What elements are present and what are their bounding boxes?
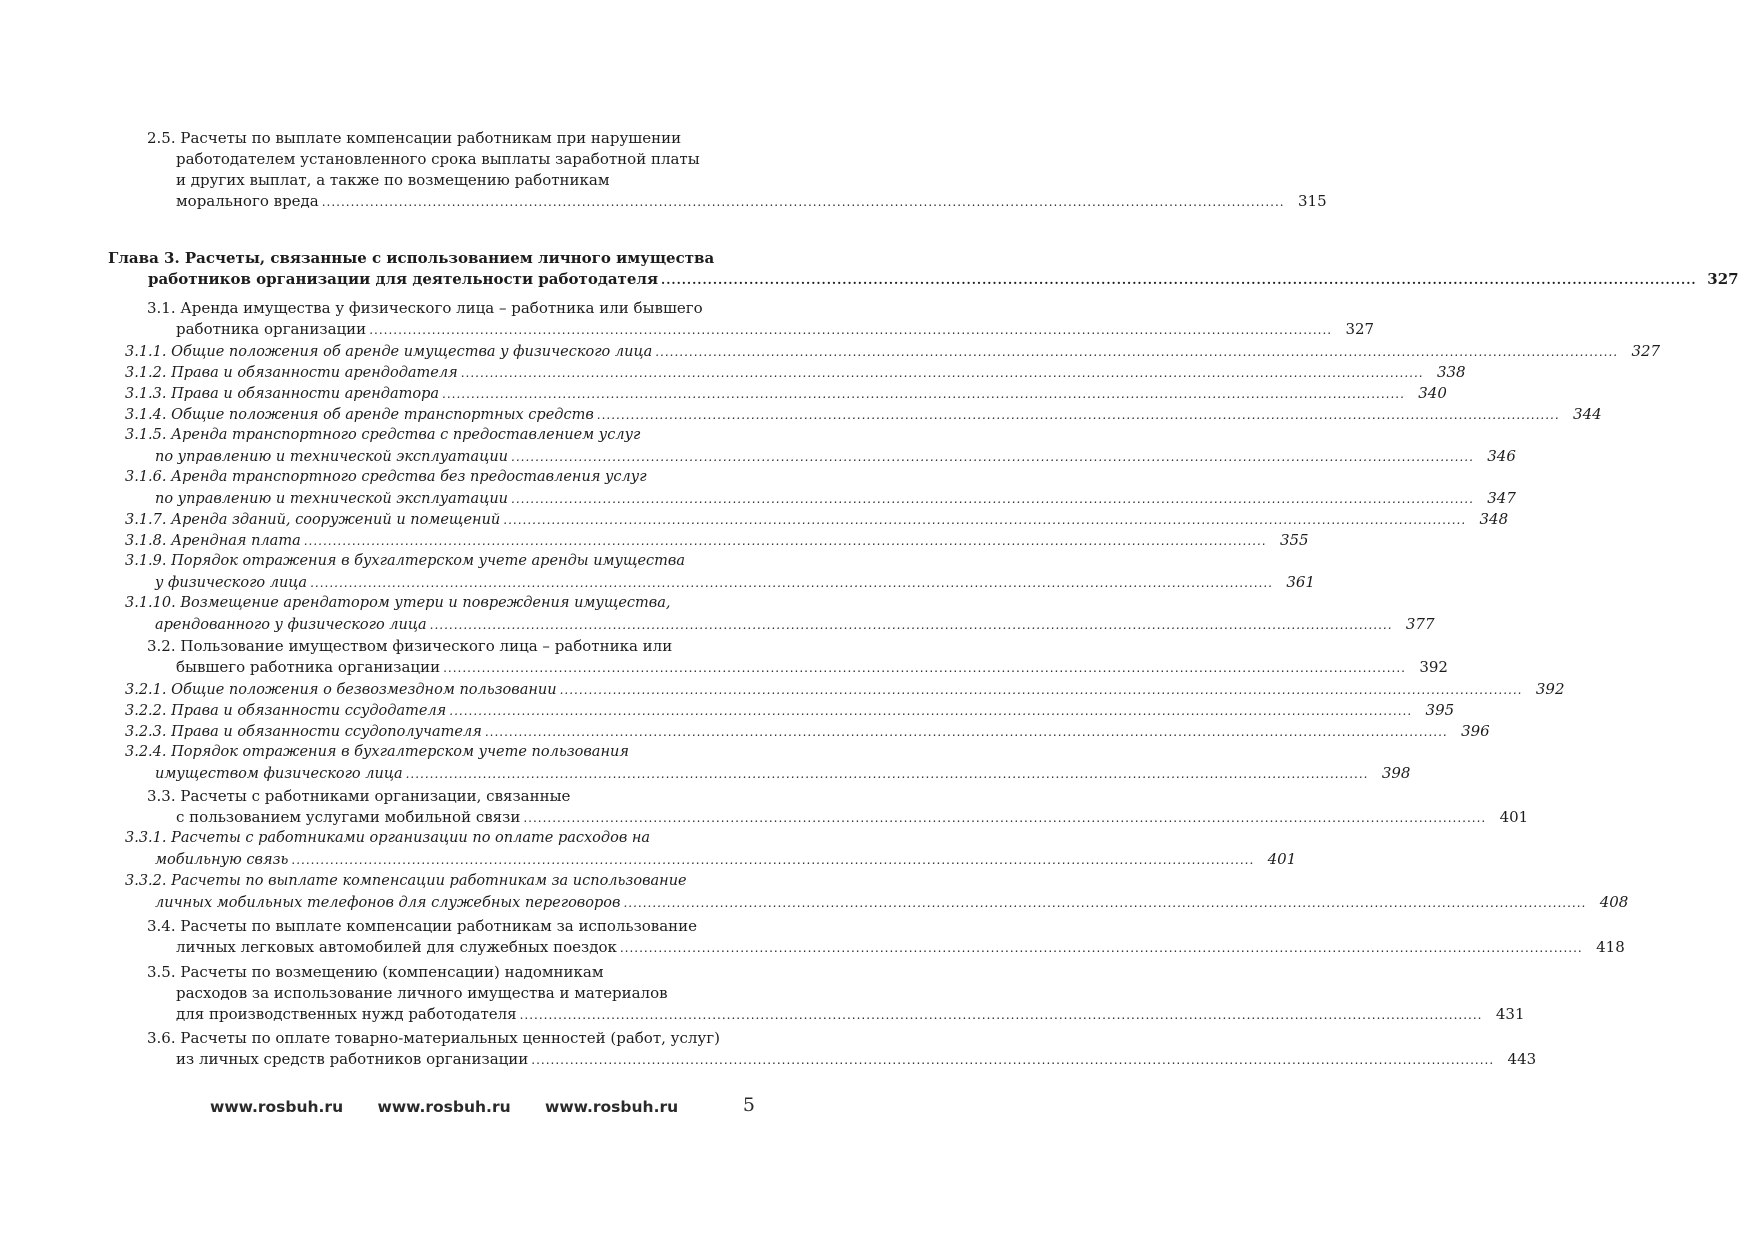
dot-leader: ........................................................................................................................................................................................................	[429, 618, 1393, 632]
dot-leader: ........................................................................................................................................................................................................	[405, 767, 1369, 781]
toc-entry-page: 418	[1596, 938, 1625, 956]
toc-entry-last-line	[155, 763, 1411, 784]
toc-entry-last-line	[155, 488, 1516, 509]
dot-leader: ........................................................................................................................................................................................................	[519, 1008, 1483, 1022]
dot-leader: ........................................................................................................................................................................................................	[661, 273, 1697, 287]
dot-leader: ........................................................................................................................................................................................................	[531, 1053, 1495, 1067]
toc-entry-page: 347	[1487, 489, 1516, 507]
toc-entry-text: 3.6. Расчеты по оплате товарно-материальных ценностей (работ, услуг)	[147, 1029, 720, 1047]
toc-entry-text: 3.2.1. Общие положения о безвозмездном пользовании	[125, 682, 557, 698]
toc-entry-last-line	[176, 657, 1448, 678]
toc-entry-page: 315	[1297, 192, 1327, 210]
toc-entry-text: 3.1.8. Арендная плата	[125, 533, 301, 549]
dot-leader: ........................................................................................................................................................................................................	[443, 661, 1406, 675]
dot-leader: ........................................................................................................................................................................................................	[484, 725, 1448, 739]
dot-leader: ........................................................................................................................................................................................................	[523, 811, 1487, 825]
toc-entry-text: 3.1.9. Порядок отражения в бухгалтерском учете аренды имущества	[125, 553, 686, 569]
toc-entry-text: 3.1.4. Общие положения об аренде транспортных средств	[125, 407, 594, 423]
toc-entry-text: 3.4. Расчеты по выплате компенсации работникам за использование	[147, 917, 698, 935]
toc-entry-page: 431	[1495, 1005, 1525, 1023]
toc-entry-text: 3.1.1. Общие положения об аренде имущества у физического лица	[125, 344, 653, 360]
toc-entry-page: 377	[1405, 615, 1435, 633]
dot-leader: ........................................................................................................................................................................................................	[369, 323, 1333, 337]
dot-leader: ........................................................................................................................................................................................................	[303, 534, 1267, 548]
toc-entry-line	[147, 636, 717, 657]
toc-entry-text: работников организации для деятельности работодателя	[148, 270, 659, 288]
dot-leader: ........................................................................................................................................................................................................	[596, 408, 1560, 422]
page-number: 5	[742, 1094, 755, 1116]
toc-entry-last-line	[125, 341, 1661, 362]
toc-entry-last-line	[176, 807, 1529, 828]
toc-entry-text: из личных средств работников организации	[176, 1050, 529, 1068]
toc-entry-last-line	[125, 383, 1447, 404]
toc-entry-page: 401	[1499, 808, 1529, 826]
toc-entry-page: 348	[1479, 510, 1509, 528]
toc-entry-page: 344	[1573, 405, 1602, 423]
toc-entry-line	[125, 828, 717, 849]
toc-entry-text: 3.2.3. Права и обязанности ссудополучателя	[125, 724, 482, 740]
toc-entry-text: 3.2. Пользование имуществом физического лица – работника или	[147, 637, 673, 655]
toc-entry-page: 327	[1631, 342, 1661, 360]
toc-entry-text: у физического лица	[155, 575, 308, 591]
dot-leader: ........................................................................................................................................................................................................	[503, 513, 1467, 527]
toc-entry-line	[125, 871, 717, 892]
toc-entry-last-line	[125, 362, 1466, 383]
dot-leader: ........................................................................................................................................................................................................	[291, 853, 1255, 867]
toc-entry-last-line	[155, 572, 1315, 593]
toc-entry-text: 3.5. Расчеты по возмещению (компенсации) надомникам	[147, 963, 604, 981]
toc-entry-page: 396	[1461, 722, 1490, 740]
toc-entry-line	[176, 983, 717, 1004]
toc-entry-page: 443	[1507, 1050, 1537, 1068]
toc-entry-page: 327	[1707, 270, 1739, 288]
toc-entry-text: с пользованием услугами мобильной связи	[176, 808, 521, 826]
toc-entry-line	[176, 170, 717, 191]
toc-entry-text: 3.3. Расчеты с работниками организации, связанные	[147, 787, 571, 805]
toc-entry-text: для производственных нужд работодателя	[176, 1005, 517, 1023]
toc-entry-last-line	[125, 721, 1490, 742]
toc-entry-last-line	[148, 269, 1739, 290]
toc-entry-last-line	[125, 700, 1455, 721]
toc-entry-text: Глава 3. Расчеты, связанные с использованием личного имущества	[108, 249, 715, 267]
toc-entry-text: по управлению и технической эксплуатации	[155, 449, 508, 465]
toc-entry-line	[147, 298, 717, 319]
toc-entry-page: 340	[1418, 384, 1447, 402]
dot-leader: ........................................................................................................................................................................................................	[321, 195, 1285, 209]
toc-entry-line	[147, 786, 717, 807]
footer-link[interactable]: www.rosbuh.ru	[210, 1098, 344, 1116]
toc-entry-line	[125, 425, 717, 446]
toc-entry-last-line	[176, 937, 1625, 958]
toc-entry-line	[147, 128, 717, 149]
toc-entry-line	[125, 742, 717, 763]
toc-entry-line	[147, 916, 717, 937]
dot-leader: ........................................................................................................................................................................................................	[655, 345, 1619, 359]
toc-entry-page: 401	[1267, 850, 1297, 868]
toc-entry-text: 3.1.7. Аренда зданий, сооружений и помещений	[125, 512, 501, 528]
toc-entry-text: 3.3.1. Расчеты с работниками организации по оплате расходов на	[125, 830, 651, 846]
toc-entry-page: 327	[1345, 320, 1375, 338]
toc-entry-page: 361	[1286, 573, 1315, 591]
toc-entry-line	[147, 1028, 720, 1049]
toc-entry-text: мобильную связь	[155, 852, 289, 868]
toc-entry-text: 3.1.10. Возмещение арендатором утери и повреждения имущества,	[125, 595, 671, 611]
toc-entry-page: 395	[1425, 701, 1455, 719]
dot-leader: ........................................................................................................................................................................................................	[511, 450, 1474, 464]
toc-entry-text: 3.1.3. Права и обязанности арендатора	[125, 386, 440, 402]
toc-entry-last-line	[176, 191, 1327, 212]
toc-entry-last-line	[125, 509, 1509, 530]
footer-link[interactable]: www.rosbuh.ru	[377, 1098, 511, 1116]
toc-entry-text: личных мобильных телефонов для служебных переговоров	[155, 895, 621, 911]
toc-entry-page: 408	[1599, 893, 1629, 911]
dot-leader: ........................................................................................................................................................................................................	[310, 576, 1273, 590]
toc-entry-text: 3.1. Аренда имущества у физического лица – работника или бывшего	[147, 299, 703, 317]
dot-leader: ........................................................................................................................................................................................................	[511, 492, 1474, 506]
toc-entry-line	[176, 149, 717, 170]
toc-entry-line	[125, 551, 717, 572]
toc-entry-page: 355	[1279, 531, 1309, 549]
dot-leader: ........................................................................................................................................................................................................	[623, 896, 1587, 910]
toc-entry-text: 3.1.5. Аренда транспортного средства с предоставлением услуг	[125, 427, 641, 443]
toc-entry-text: и других выплат, а также по возмещению работникам	[176, 171, 610, 189]
toc-entry-page: 392	[1419, 658, 1448, 676]
toc-entry-text: работодателем установленного срока выплаты заработной платы	[176, 150, 700, 168]
toc-entry-last-line	[125, 530, 1309, 551]
toc-entry-text: личных легковых автомобилей для служебных поездок	[176, 938, 617, 956]
toc-entry-line	[147, 962, 717, 983]
toc-entry-line	[125, 593, 717, 614]
dot-leader: ........................................................................................................................................................................................................	[442, 387, 1405, 401]
dot-leader: ........................................................................................................................................................................................................	[559, 683, 1523, 697]
toc-entry-text: 3.2.4. Порядок отражения в бухгалтерском учете пользования	[125, 744, 629, 760]
toc-entry-last-line	[176, 1049, 1537, 1070]
footer-links	[210, 1095, 707, 1119]
toc-entry-last-line	[176, 1004, 1525, 1025]
toc-entry-text: 3.1.6. Аренда транспортного средства без предоставления услуг	[125, 469, 647, 485]
toc-entry-text: расходов за использование личного имущества и материалов	[176, 984, 668, 1002]
toc-entry-line	[125, 467, 717, 488]
toc-entry-last-line	[155, 614, 1435, 635]
toc-entry-text: арендованного у физического лица	[155, 617, 427, 633]
toc-entry-page: 392	[1535, 680, 1565, 698]
toc-entry-last-line	[155, 892, 1629, 913]
toc-entry-text: работника организации	[176, 320, 367, 338]
toc-entry-text: по управлению и технической эксплуатации	[155, 491, 508, 507]
toc-entry-text: 3.1.2. Права и обязанности арендодателя	[125, 365, 458, 381]
toc-entry-page: 398	[1381, 764, 1411, 782]
toc-entry-last-line	[155, 849, 1297, 870]
toc-entry-text: 2.5. Расчеты по выплате компенсации работникам при нарушении	[147, 129, 682, 147]
toc-entry-last-line	[176, 319, 1375, 340]
toc-entry-text: морального вреда	[176, 192, 319, 210]
toc-entry-text: бывшего работника организации	[176, 658, 441, 676]
toc-entry-text: имуществом физического лица	[155, 766, 403, 782]
toc-entry-page: 346	[1487, 447, 1516, 465]
toc-entry-text: 3.3.2. Расчеты по выплате компенсации работникам за использование	[125, 873, 687, 889]
dot-leader: ........................................................................................................................................................................................................	[460, 366, 1424, 380]
dot-leader: ........................................................................................................................................................................................................	[619, 941, 1583, 955]
toc-entry-last-line	[155, 446, 1516, 467]
toc-entry-line	[108, 248, 717, 269]
toc-entry-text: 3.2.2. Права и обязанности ссудодателя	[125, 703, 447, 719]
footer-link[interactable]: www.rosbuh.ru	[545, 1098, 679, 1116]
dot-leader: ........................................................................................................................................................................................................	[449, 704, 1413, 718]
toc-entry-last-line	[125, 404, 1602, 425]
toc-entry-page: 338	[1436, 363, 1466, 381]
toc-entry-last-line	[125, 679, 1565, 700]
